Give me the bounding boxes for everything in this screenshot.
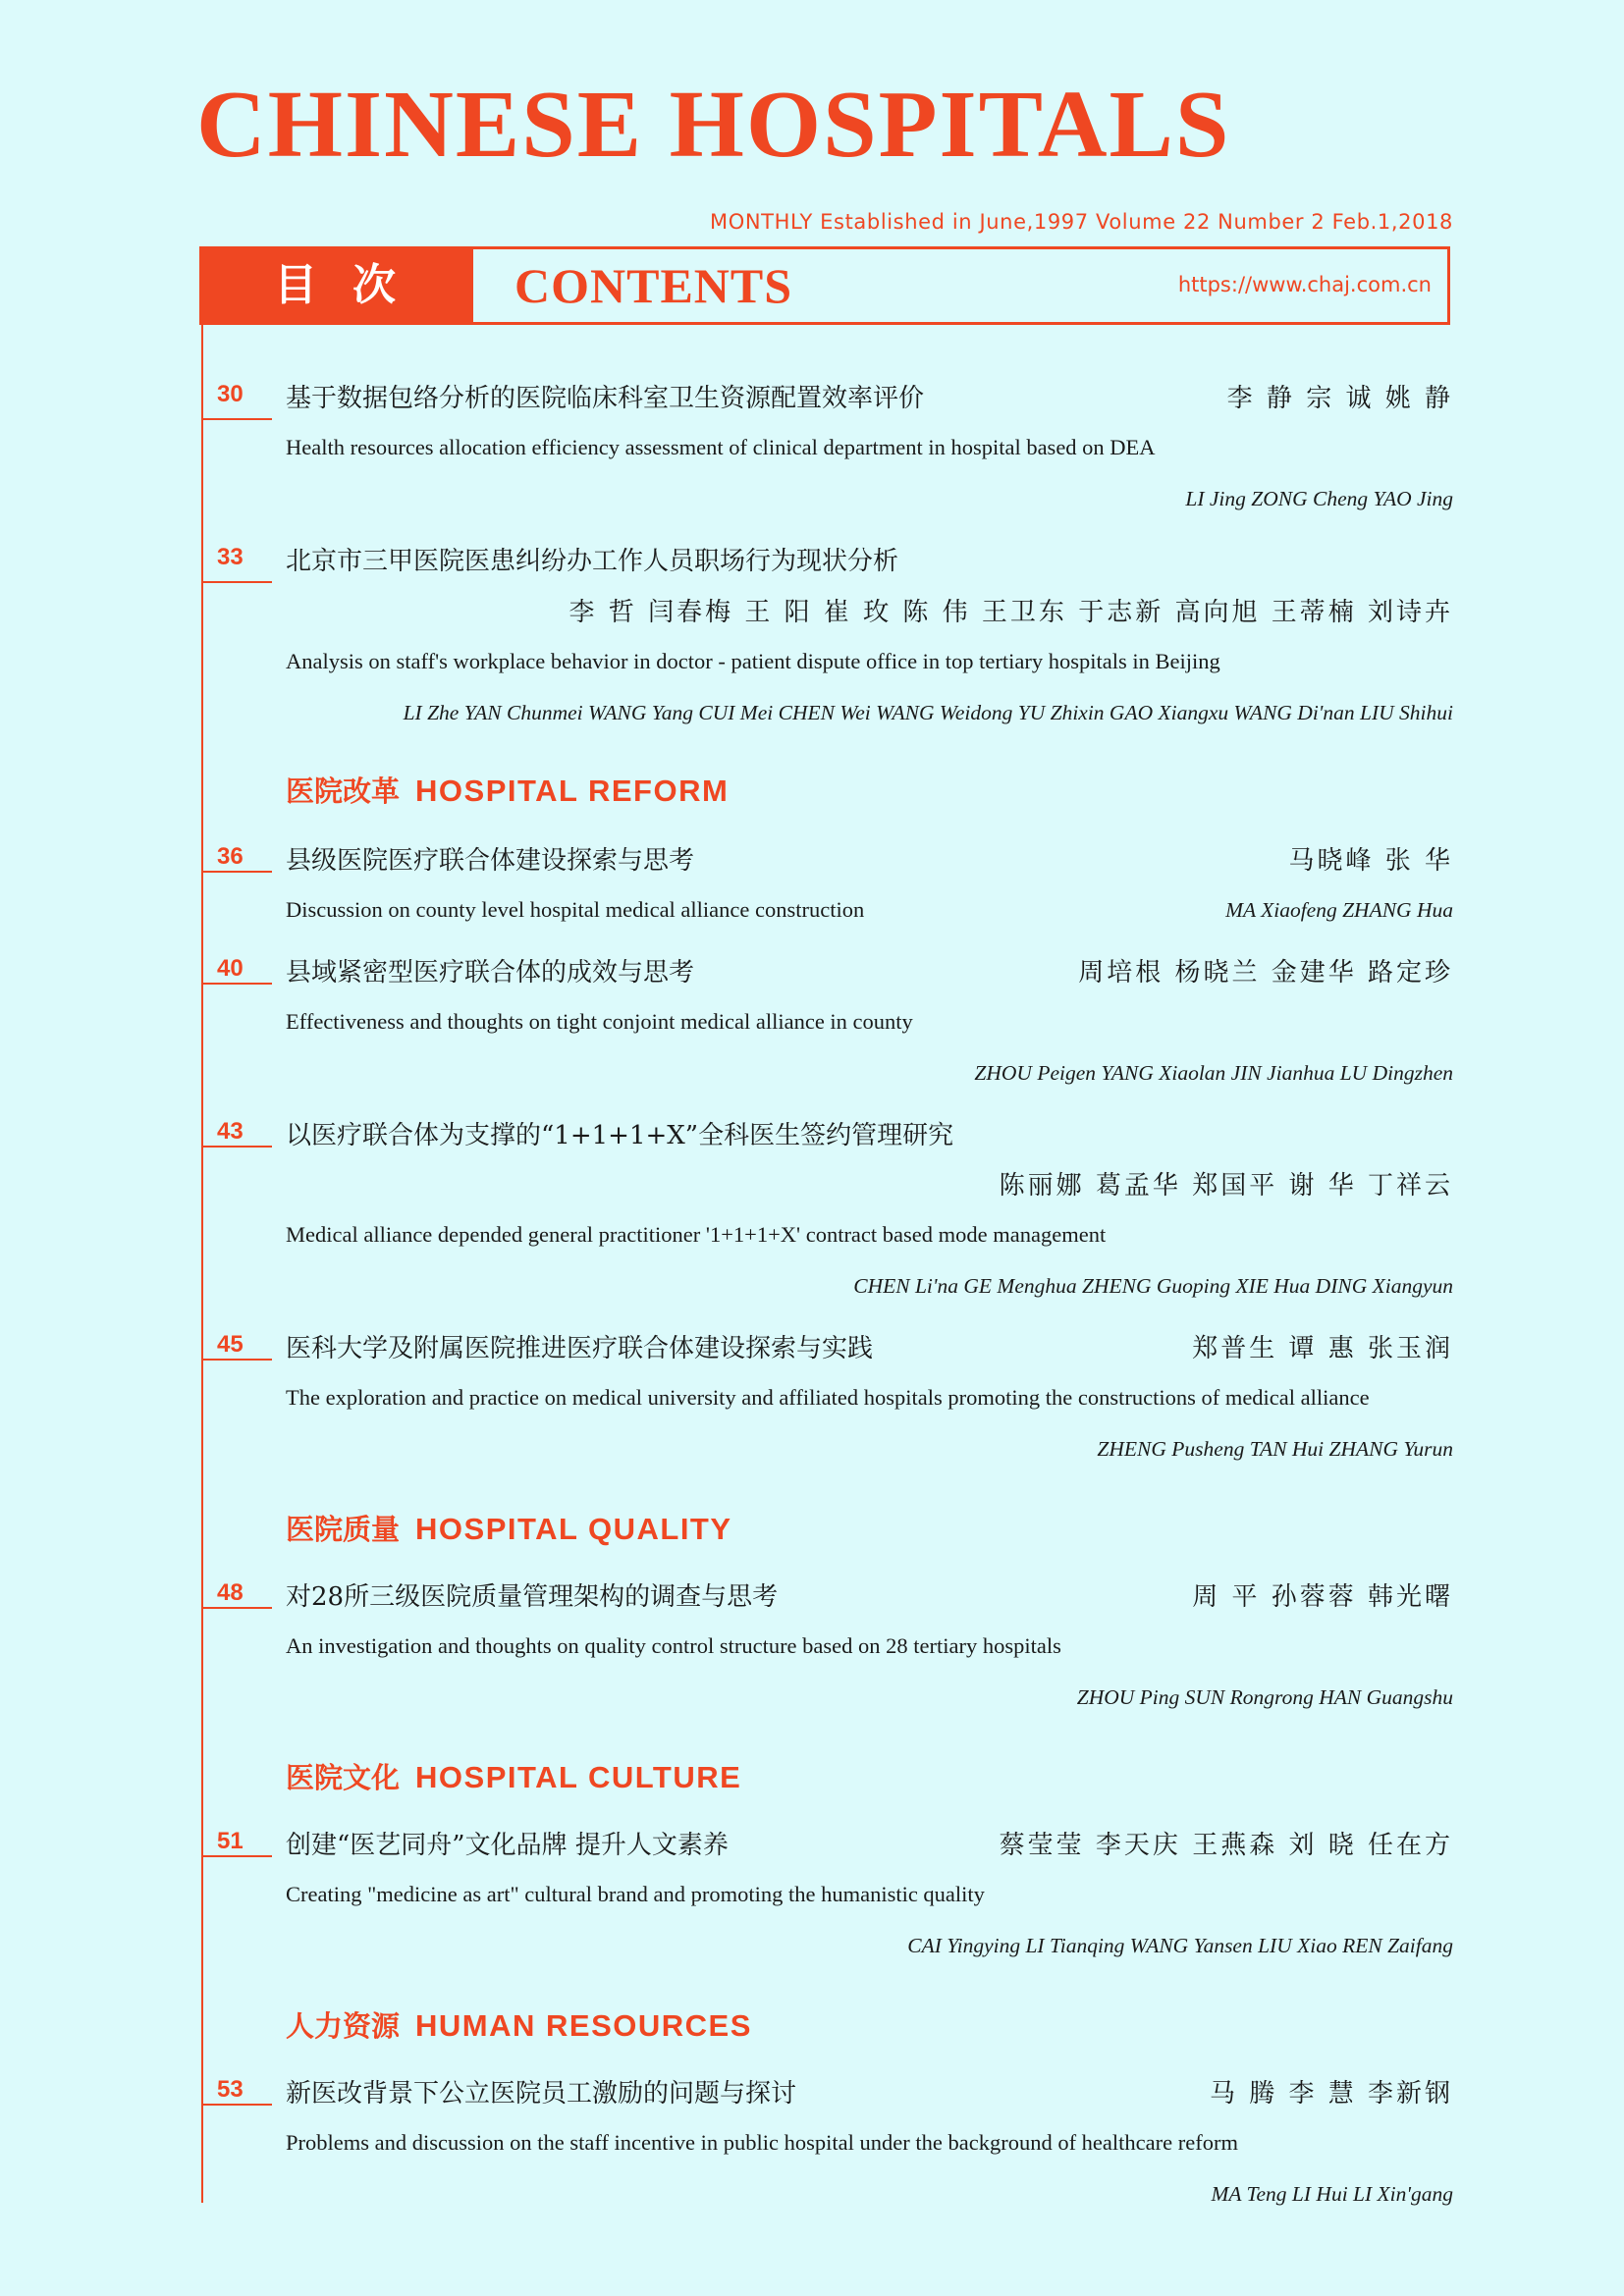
toc-left-rule	[201, 325, 203, 2203]
section-heading-human-resources	[286, 2004, 752, 2045]
issue-info: MONTHLY Established in June,1997 Volume 22 Number 2 Feb.1,2018	[709, 210, 1453, 234]
page-number: 33	[217, 544, 244, 570]
article-title-cn[interactable]: 基于数据包络分析的医院临床科室卫生资源配置效率评价	[286, 384, 925, 413]
contents-en-label: CONTENTS	[514, 258, 793, 313]
page-marker-rule	[201, 1359, 272, 1361]
article-authors-en: ZHENG Pusheng TAN Hui ZHANG Yurun	[1097, 1437, 1453, 1461]
article-authors-en: MA Xiaofeng ZHANG Hua	[1225, 898, 1453, 922]
article-title-cn[interactable]: 创建“医艺同舟”文化品牌 提升人文素养	[286, 1831, 729, 1860]
article-authors-cn: 李 静 宗 诚 姚 静	[1226, 384, 1453, 413]
section-heading-hospital-quality	[286, 1508, 732, 1548]
article-authors-en: CHEN Li'na GE Menghua ZHENG Guoping XIE Hua DING Xiangyun	[853, 1274, 1453, 1298]
article-authors-en: ZHOU Ping SUN Rongrong HAN Guangshu	[1076, 1685, 1453, 1709]
page-marker-rule	[201, 1607, 272, 1609]
section-heading-hospital-culture	[286, 1756, 741, 1796]
article-authors-cn: 周 平 孙蓉蓉 韩光曙	[1192, 1582, 1453, 1612]
journal-url-link[interactable]: https://www.chaj.com.cn	[1177, 273, 1432, 296]
article-authors-en: CAI Yingying LI Tianqing WANG Yansen LIU Xiao REN Zaifang	[907, 1934, 1453, 1957]
article-authors-en: MA Teng LI Hui LI Xin'gang	[1211, 2182, 1453, 2206]
article-title-cn[interactable]: 对28所三级医院质量管理架构的调查与思考	[286, 1582, 779, 1612]
article-authors-cn: 蔡莹莹 李天庆 王燕森 刘 晓 任在方	[999, 1831, 1453, 1860]
page-number: 36	[217, 843, 244, 870]
section-heading-en: HOSPITAL CULTURE	[415, 1760, 742, 1794]
article-authors-en: ZHOU Peigen YANG Xiaolan JIN Jianhua LU Dingzhen	[974, 1061, 1453, 1085]
article-authors-cn: 马 腾 李 慧 李新钢	[1209, 2079, 1453, 2109]
section-heading-cn: 医院改革	[286, 774, 401, 808]
page-marker-rule	[201, 418, 272, 420]
page-number: 43	[217, 1118, 244, 1145]
section-heading-en: HOSPITAL REFORM	[415, 774, 730, 808]
section-heading-hospital-reform	[286, 770, 729, 810]
article-title-cn[interactable]: 以医疗联合体为支撑的“1+1+1+X”全科医生签约管理研究	[286, 1121, 954, 1150]
article-title-en[interactable]: Creating "medicine as art" cultural brand and promoting the humanistic quality	[286, 1882, 985, 1906]
article-title-en[interactable]: Health resources allocation efficiency assessment of clinical department in hospital based on DEA	[286, 435, 1156, 459]
section-heading-en: HUMAN RESOURCES	[415, 2008, 752, 2043]
page-marker-rule	[201, 871, 272, 873]
section-heading-cn: 医院文化	[286, 1761, 401, 1794]
section-heading-cn: 人力资源	[286, 2009, 401, 2043]
page-number: 48	[217, 1579, 244, 1606]
article-authors-en: LI Jing ZONG Cheng YAO Jing	[1185, 487, 1453, 510]
page-marker-rule	[201, 581, 272, 583]
article-title-cn[interactable]: 北京市三甲医院医患纠纷办工作人员职场行为现状分析	[286, 547, 899, 576]
page-number: 45	[217, 1331, 244, 1358]
page-marker-rule	[201, 2104, 272, 2106]
article-title-cn[interactable]: 县级医院医疗联合体建设探索与思考	[286, 846, 695, 876]
article-title-en[interactable]: The exploration and practice on medical university and affiliated hospitals promoting the constructions of medical alliance	[286, 1385, 1370, 1410]
page-number: 40	[217, 955, 244, 982]
journal-title: CHINESE HOSPITALS	[196, 72, 1231, 178]
page-marker-rule	[201, 1855, 272, 1857]
article-title-en[interactable]: Effectiveness and thoughts on tight conjoint medical alliance in county	[286, 1009, 913, 1034]
page-number: 30	[217, 381, 244, 407]
article-authors-cn: 陈丽娜 葛孟华 郑国平 谢 华 丁祥云	[999, 1171, 1453, 1201]
contents-cn-label: 目次	[202, 249, 473, 322]
article-title-en[interactable]: Discussion on county level hospital medical alliance construction	[286, 897, 865, 922]
contents-bar	[199, 246, 1450, 325]
article-title-cn[interactable]: 新医改背景下公立医院员工激励的问题与探讨	[286, 2079, 797, 2109]
article-title-cn[interactable]: 县域紧密型医疗联合体的成效与思考	[286, 958, 695, 988]
article-title-en[interactable]: Analysis on staff's workplace behavior in doctor - patient dispute office in top tertiary hospitals in Beijing	[286, 649, 1220, 673]
page-marker-rule	[201, 1146, 272, 1148]
article-title-en[interactable]: Medical alliance depended general practitioner '1+1+1+X' contract based mode management	[286, 1222, 1107, 1247]
page-number: 53	[217, 2076, 244, 2103]
article-title-en[interactable]: Problems and discussion on the staff incentive in public hospital under the background of healthcare reform	[286, 2130, 1238, 2155]
section-heading-cn: 医院质量	[286, 1513, 401, 1546]
article-authors-cn: 周培根 杨晓兰 金建华 路定珍	[1078, 958, 1453, 988]
article-authors-cn: 马晓峰 张 华	[1288, 846, 1453, 876]
article-title-en[interactable]: An investigation and thoughts on quality control structure based on 28 tertiary hospitals	[286, 1633, 1061, 1658]
article-authors-cn: 李 哲 闫春梅 王 阳 崔 玫 陈 伟 王卫东 于志新 高向旭 王蒂楠 刘诗卉	[568, 598, 1453, 627]
article-authors-en: LI Zhe YAN Chunmei WANG Yang CUI Mei CHEN Wei WANG Weidong YU Zhixin GAO Xiangxu WANG Di'nan LIU Shihui	[403, 701, 1453, 724]
page-marker-rule	[201, 983, 272, 985]
section-heading-en: HOSPITAL QUALITY	[415, 1512, 732, 1546]
article-authors-cn: 郑普生 谭 惠 张玉润	[1192, 1334, 1453, 1363]
article-title-cn[interactable]: 医科大学及附属医院推进医疗联合体建设探索与实践	[286, 1334, 874, 1363]
page-number: 51	[217, 1828, 244, 1854]
